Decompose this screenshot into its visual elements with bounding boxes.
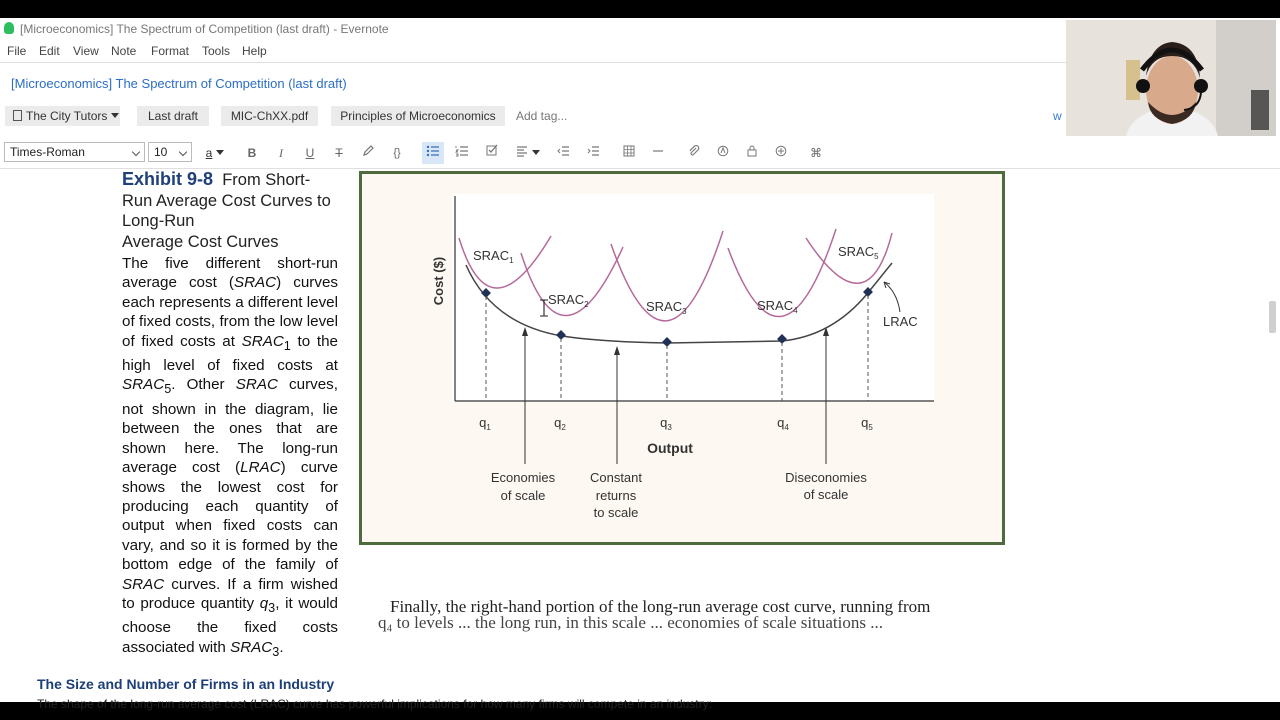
align-button[interactable] [511, 142, 545, 164]
font-size-value: 10 [154, 145, 168, 159]
webcam-overlay [1066, 20, 1276, 136]
q5-label: $q_5$ [861, 415, 873, 432]
diseconomies-label-2: of scale [803, 487, 849, 502]
menu-view[interactable]: View [73, 44, 99, 58]
font-color-glyph: a [205, 146, 213, 160]
bulleted-list-button[interactable] [422, 142, 444, 164]
indent-button[interactable] [582, 142, 604, 164]
encrypt-button[interactable] [741, 142, 763, 164]
caption-text: . Other [171, 376, 236, 394]
evernote-logo-icon [4, 22, 14, 34]
srac4-label: $SRAC_4$ [757, 298, 798, 315]
strikethrough-button[interactable]: T [335, 146, 343, 160]
caption-term: SRAC [122, 575, 165, 593]
tag-bar [0, 106, 1070, 128]
caption-term: SRAC [241, 332, 284, 350]
caption-text: ) curves each represents a different level of fixed costs, from the low level of fixed costs at [122, 274, 338, 350]
constant-label-3: to scale [593, 505, 639, 520]
menu-edit[interactable]: Edit [39, 44, 60, 58]
outdent-icon [557, 145, 570, 157]
font-family-value: Times-Roman [10, 145, 85, 159]
code-block-button[interactable]: {} [393, 147, 401, 159]
q4-label: $q_4$ [777, 415, 789, 432]
exhibit-caption [122, 169, 338, 662]
caption-text: ) curve shows the lowest cost for producing each quantity of output when fixed costs can vary, and so it is formed by the bottom edge of the family of [122, 459, 338, 574]
caption-text: to the high level of fixed costs at [122, 332, 338, 375]
caret-down-icon [532, 150, 540, 155]
paragraph-text-clipped [378, 613, 1008, 632]
divider [0, 62, 1070, 63]
caption-term: SRAC [233, 274, 277, 292]
caption-text: curves, not shown in the diagram, lie between the ones that are shown here. The long-run average cost ( [122, 376, 338, 477]
srac1-label: $SRAC_1$ [473, 248, 514, 265]
window-title: [Microeconomics] The Spectrum of Competition (last draft) - Evernote [20, 22, 389, 36]
note-title[interactable]: [Microeconomics] The Spectrum of Competition (last draft) [11, 76, 347, 91]
caption-term: LRAC [240, 459, 281, 477]
font-family-select[interactable] [4, 142, 145, 162]
caret-down-icon [111, 113, 119, 118]
exhibit-title-line: Average Cost Curves [122, 232, 279, 251]
notebook-icon [13, 110, 22, 121]
tag-last-draft[interactable]: Last draft [137, 106, 209, 126]
insert-drawing-button[interactable] [770, 142, 792, 164]
record-audio-button[interactable] [712, 142, 734, 164]
exhibit-title [122, 169, 338, 252]
menu-help[interactable]: Help [242, 44, 267, 58]
caption-subscript: 5 [164, 382, 172, 397]
menu-note[interactable]: Note [111, 44, 137, 58]
constant-label-1: Constant [589, 470, 643, 485]
caption-term: SRAC [230, 638, 273, 656]
highlight-button[interactable] [357, 142, 379, 164]
scrollbar-thumb[interactable] [1269, 301, 1276, 333]
drawing-icon [775, 145, 787, 157]
font-color-button[interactable] [199, 142, 231, 164]
font-size-select[interactable] [148, 142, 192, 162]
economies-label-1: Economies [490, 470, 556, 485]
attach-button[interactable] [683, 142, 705, 164]
plot-area [452, 194, 934, 402]
outdent-button[interactable] [552, 142, 574, 164]
menu-file[interactable]: File [7, 44, 27, 58]
lock-icon [746, 145, 758, 157]
microphone-icon [717, 145, 729, 157]
srac2-label: $SRAC_2$ [548, 292, 589, 309]
caption-term: SRAC [235, 376, 278, 394]
quantity-labels [479, 415, 873, 432]
notebook-name: The City Tutors [26, 109, 108, 123]
section-text: The shape of the long-run average cost (LRAC) curve has powerful implications for how many firms will compete in an industry: [37, 697, 712, 711]
highlighter-icon [362, 145, 374, 157]
lrac-label: LRAC [883, 314, 918, 329]
horizontal-rule-button[interactable] [647, 142, 669, 164]
caret-down-icon [216, 150, 224, 155]
shortcut-button[interactable]: ⌘ [810, 146, 822, 160]
q1-label: $q_1$ [479, 415, 491, 432]
align-left-icon [516, 145, 528, 157]
underline-button[interactable]: U [305, 146, 315, 160]
numbered-list-icon [455, 145, 469, 157]
note-body[interactable] [0, 169, 1280, 711]
numbered-list-button[interactable] [451, 142, 473, 164]
caption-text: The five different short-run average cost ( [122, 255, 338, 292]
constant-label-2: returns [595, 488, 637, 503]
tag-principles[interactable]: Principles of Microeconomics [331, 106, 505, 126]
exhibit-description [122, 254, 338, 662]
paragraph-text: q₄ to levels ... the long run, in this scale ... economies of scale situations ... [378, 613, 883, 632]
section-heading: The Size and Number of Firms in an Industry [37, 676, 335, 692]
tag-mic-chxx[interactable]: MIC-ChXX.pdf [221, 106, 318, 126]
exhibit-title-text: From Short-Run Average Cost Curves to Long-Run [122, 171, 331, 230]
region-labels [491, 470, 867, 520]
caption-subscript: 1 [283, 338, 291, 353]
add-tag-input[interactable]: Add tag... [516, 109, 568, 123]
economies-label-2: of scale [500, 488, 546, 503]
notebook-selector[interactable] [5, 106, 120, 126]
chevron-down-icon [132, 148, 140, 156]
tag-overflow: w [1053, 109, 1062, 123]
indent-icon [587, 145, 600, 157]
caption-term: q [259, 594, 269, 612]
diseconomies-label-1: Diseconomies [785, 470, 867, 485]
caption-text: , it would choose the fixed costs associated with [122, 594, 338, 656]
bold-button[interactable]: B [247, 146, 257, 160]
exhibit-figure [359, 171, 1005, 545]
caption-term: SRAC [122, 376, 165, 394]
table-icon [623, 145, 635, 157]
x-axis-label: Output [647, 440, 693, 456]
text-cursor-icon [538, 299, 550, 317]
exhibit-number: Exhibit 9-8 [122, 169, 214, 189]
evernote-window [0, 18, 1280, 711]
y-axis-label: Cost ($) [431, 256, 446, 306]
bulleted-list-icon [426, 145, 440, 157]
checklist-button[interactable] [481, 142, 503, 164]
srac5-label: $SRAC_5$ [838, 244, 879, 261]
caption-text: curves. If a firm wished to produce quantity [122, 575, 338, 612]
horizontal-rule-icon [652, 145, 664, 157]
caption-text: . [279, 638, 284, 656]
paperclip-icon [688, 145, 700, 157]
format-toolbar [0, 140, 1280, 166]
italic-button[interactable]: I [279, 146, 283, 160]
menu-tools[interactable]: Tools [202, 44, 231, 58]
caption-subscript: 3 [272, 644, 280, 659]
checkbox-icon [486, 144, 499, 157]
chevron-down-icon [179, 148, 187, 156]
caption-subscript: 3 [268, 601, 276, 615]
q2-label: $q_2$ [554, 415, 566, 432]
table-button[interactable] [618, 142, 640, 164]
presenter-video [1066, 20, 1276, 136]
cost-curves-diagram [362, 174, 1002, 542]
srac3-label: $SRAC_3$ [646, 299, 687, 316]
q3-label: $q_3$ [660, 415, 672, 432]
paragraph-text: Finally, the right-hand portion of the long-run average cost curve, running from [390, 597, 931, 616]
menu-format[interactable]: Format [151, 44, 190, 58]
